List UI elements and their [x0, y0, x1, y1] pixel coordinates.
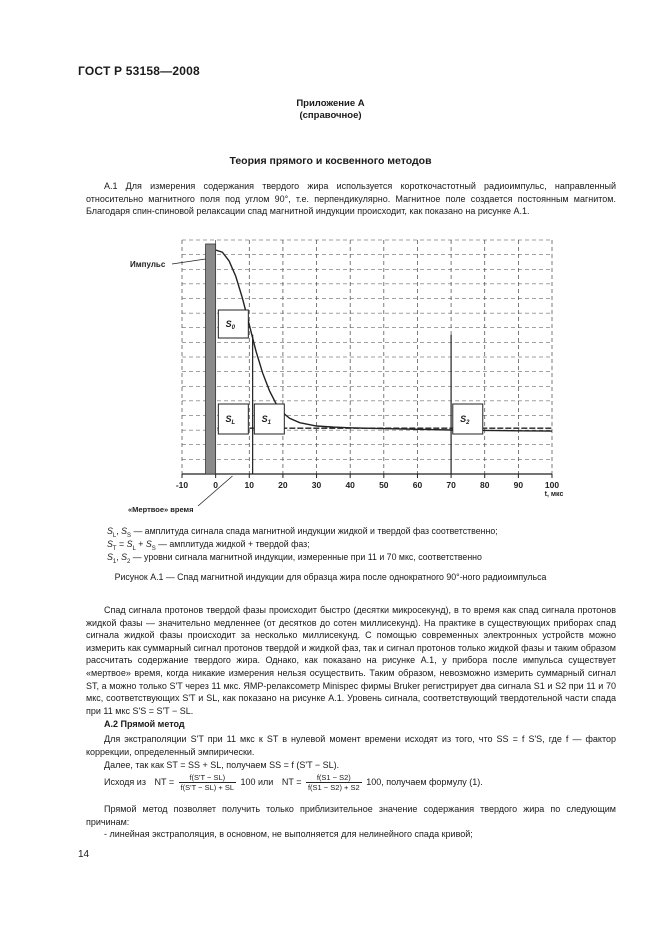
- pulse-bar: [206, 244, 216, 474]
- appendix-title: Приложение А: [296, 98, 365, 109]
- box-s0-frame: [218, 310, 248, 338]
- box-s2-label: $S_2$: [460, 414, 470, 426]
- figure-relaxation-chart: [120, 234, 570, 524]
- x-tick-label: 50: [379, 480, 389, 490]
- chart-frame: [182, 474, 552, 478]
- x-tick-label: 10: [244, 480, 255, 490]
- x-tick-label: 100: [544, 480, 560, 490]
- formula-suffix: 100, получаем формулу (1).: [366, 776, 483, 787]
- paragraph-2: Спад сигнала протонов твердой фазы происходит быстро (десятки микросекунд), в то время как спад сигнала протонов жидкой фазы — значительно медленнее (от десятков до сотен миллисекунд). На практике в существующих приборах спад сигнала жидкой фазы происходит за несколько миллисекунд. С помощью современных электронных устройств можно измерить как суммарный сигнал протонов твердой и жидкой фаз, так и сигнал протонов только жидкой фазы и таким образом рассчитать содержание твердого жира. Однако, как показано на рисунке А.1, у прибора после импульса существует «мертвое» время, когда никакие измерения нельзя осуществить. Таким образом, невозможно измерить суммарный сигнал ST, а можно только S'T через 11 мкс. ЯМР-релаксометр Minispec фирмы Bruker регистрирует два сигнала S1 и S2 при 11 и 70 мкс, соответствующих S'T и SL, как показано на рисунке А.1. Уровень сигнала, соответствующий твердотельной части спада при 11 мкс S'S = S'T − SL.: [86, 605, 616, 716]
- standard-header: ГОСТ Р 53158—2008: [78, 64, 200, 78]
- box-sl-subscript: L: [231, 420, 236, 426]
- formula-fraction-2: $\frac{f(S1 - S2)}{f(S1 - S2) + S2}$: [307, 773, 360, 792]
- formula-fraction-1: $\frac{f(S'T - SL)}{f(S'T - SL) + SL}$: [180, 773, 234, 792]
- box-s2: [453, 404, 483, 434]
- box-s1: [254, 404, 284, 434]
- section-a2-text1: Для экстраполяции S'T при 11 мкс к ST в нулевой момент времени исходят из того, что SS = f S'S, где f — фактор коррекции, определенный эмпирически.: [86, 734, 616, 757]
- pulse-arrow: [172, 259, 206, 264]
- pulse-label: Импульс: [130, 260, 166, 269]
- box-s2-frame: [453, 404, 483, 434]
- formula-prefix: Исходя из: [104, 776, 146, 787]
- x-axis-unit: t, мкс: [544, 491, 564, 498]
- legend-line-2: $S_T = S_L + S_S$ — амплитуда жидкой + твердой фаз;: [107, 539, 310, 552]
- chart-marks: [206, 244, 552, 474]
- box-s0-label: $S_0$: [225, 319, 236, 331]
- box-s1-label: $S_1$: [261, 414, 271, 426]
- box-s0-subscript: 0: [231, 325, 236, 331]
- box-s2-subscript: 2: [466, 420, 470, 426]
- x-tick-label: 40: [345, 480, 355, 490]
- section-a2-text3: Прямой метод позволяет получить только приблизительное значение содержания твердого жира по следующим причинам:: [86, 804, 616, 827]
- dead-time-label: «Мертвое» время: [128, 505, 194, 514]
- x-tick-label: 0: [213, 480, 219, 490]
- box-sl-label: $S_L$: [225, 414, 236, 426]
- box-s0: [218, 310, 248, 338]
- section-title: Теория прямого и косвенного методов: [229, 155, 432, 167]
- box-sl-frame: [218, 404, 248, 434]
- formula-nt: [104, 773, 483, 792]
- chart-grid: [182, 240, 552, 474]
- legend-line-1: $S_L$, $S_S$ — амплитуда сигнала спада магнитной индукции жидкой и твердой фаз соответственно;: [107, 526, 498, 539]
- section-a2-bullet1: - линейная экстраполяция, в основном, не выполняется для нелинейного спада кривой;: [104, 829, 473, 839]
- page-number: 14: [78, 849, 90, 860]
- appendix-subtitle: (справочное): [299, 110, 362, 121]
- formula-multiplier-1: 100 или: [240, 776, 274, 787]
- formula-nt2: NT =: [281, 776, 302, 787]
- x-tick-label: 90: [513, 480, 524, 490]
- x-tick-label: -10: [175, 480, 189, 490]
- x-tick-label: 60: [412, 480, 423, 490]
- x-tick-label: 30: [311, 480, 322, 490]
- figure-caption: Рисунок А.1 — Спад магнитной индукции для образца жира после однократного 90°-ного радиоимпульса: [114, 572, 547, 582]
- x-tick-label: 20: [278, 480, 288, 490]
- x-tick-label: 80: [479, 480, 490, 490]
- formula-nt1: NT =: [154, 776, 175, 787]
- box-s1-subscript: 1: [267, 420, 271, 426]
- section-a2-text2: Далее, так как ST = SS + SL, получаем SS = f (S'T − SL).: [104, 760, 340, 770]
- section-a2-title: А.2 Прямой метод: [104, 719, 185, 729]
- box-sl: [218, 404, 248, 434]
- x-tick-label: 70: [446, 480, 456, 490]
- legend-line-3: $S_1$, $S_2$ — уровни сигнала магнитной индукции, измеренные при 11 и 70 мкс, соответственно: [107, 552, 482, 565]
- box-s1-frame: [254, 404, 284, 434]
- paragraph-a1: А.1 Для измерения содержания твердого жира используется короткочастотный радиоимпульс, направленный относительно магнитного поля под углом 90°, т.е. перпендикулярно. Магнитное поле создается постоянным магнитом. Благодаря спин-спиновой релаксации спад магнитной индукции происходит, как показано на рисунке А.1.: [86, 181, 616, 217]
